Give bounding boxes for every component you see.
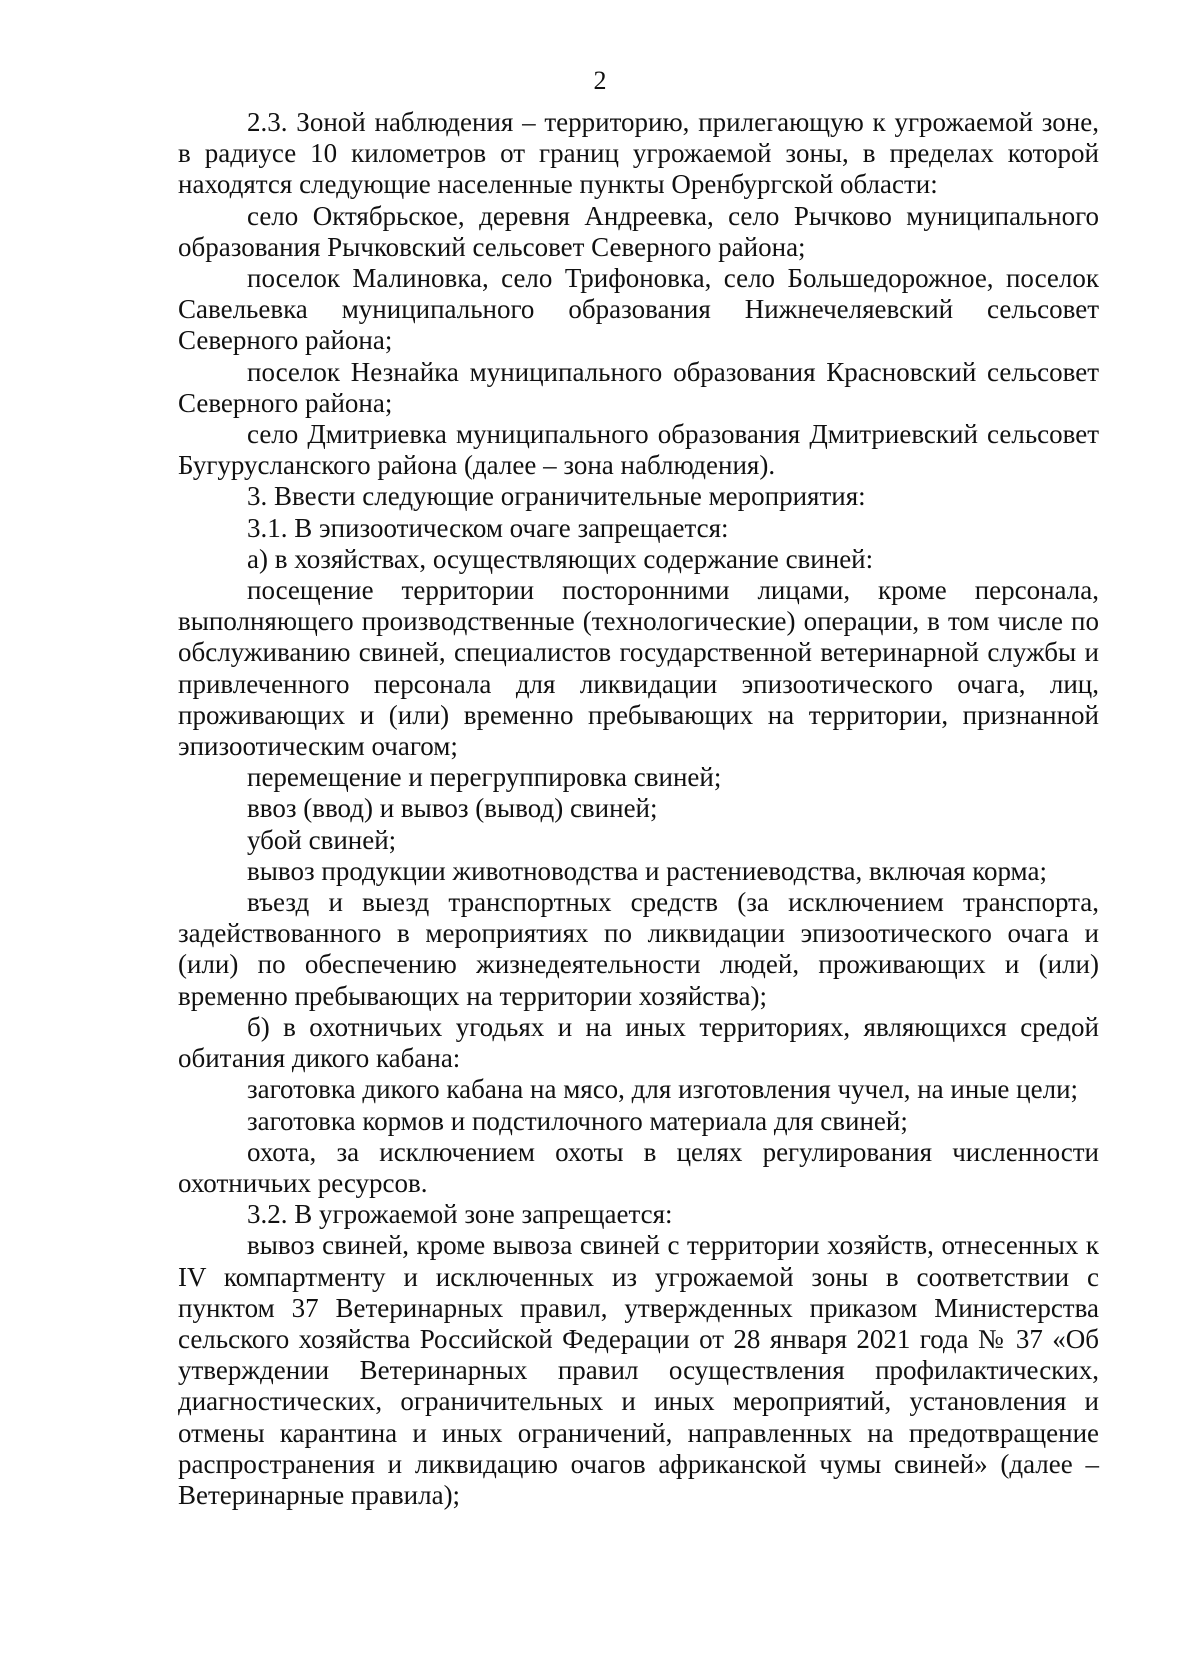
paragraph-feed-harvest: заготовка кормов и подстилочного материала для свиней;: [247, 1105, 908, 1136]
paragraph-rychkovsky-settlements: село Октябрьское, деревня Андреевка, село Рычково муниципального образования Рычковский сельсовет Северного района;: [178, 200, 1099, 262]
paragraph-slaughter-prohibited: убой свиней;: [247, 824, 397, 855]
paragraph-vehicles-prohibited: въезд и выезд транспортных средств (за исключением транспорта, задействованного в мероприятиях по ликвидации эпизоотического очага и (или) по обеспечению жизнедеятельности людей, проживающих и (или) временно пребывающих на территории хозяйства);: [178, 887, 1099, 1011]
paragraph-visits-prohibited: посещение территории посторонними лицами, кроме персонала, выполняющего производственные (технологические) операции, в том числе по обслуживанию свиней, специалистов государственной ветеринарной службы и привлеченного персонала для ликвидации эпизоотического очага, лиц, проживающих и (или) временно пребывающих на территории, признанной эпизоотическим очагом;: [178, 575, 1099, 762]
paragraph-nizhnechelyaevsky-settlements: поселок Малиновка, село Трифоновка, село Большедорожное, поселок Савельевка муниципального образования Нижнечеляевский сельсовет Северного района;: [178, 263, 1099, 356]
paragraph-a-pig-farms: а) в хозяйствах, осуществляющих содержание свиней:: [247, 543, 874, 574]
paragraph-3-2-threatened-zone: 3.2. В угрожаемой зоне запрещается:: [247, 1199, 673, 1230]
paragraph-products-export-prohibited: вывоз продукции животноводства и растениеводства, включая корма;: [247, 855, 1047, 886]
paragraph-relocation-prohibited: перемещение и перегруппировка свиней;: [247, 762, 722, 793]
paragraph-krasnovsky-settlement: поселок Незнайка муниципального образования Красновский сельсовет Северного района;: [178, 356, 1099, 418]
paragraph-3-restrictive-measures: 3. Ввести следующие ограничительные мероприятия:: [247, 481, 866, 512]
paragraph-import-export-prohibited: ввоз (ввод) и вывоз (вывод) свиней;: [247, 793, 658, 824]
paragraph-pig-export-exceptions: вывоз свиней, кроме вывоза свиней с территории хозяйств, отнесенных к IV компартменту и исключенных из угрожаемой зоны в соответствии с пунктом 37 Ветеринарных правил, утвержденных приказом Министерства сельского хозяйства Российской Федерации от 28 января 2021 года № 37 «Об утверждении Ветеринарных правил осуществления профилактических, диагностических, ограничительных и иных мероприятий, установления и отмены карантина и иных ограничений, направленных на предотвращение распространения и ликвидацию очагов африканской чумы свиней» (далее – Ветеринарные правила);: [178, 1230, 1099, 1510]
paragraph-2-3-observation-zone: 2.3. Зоной наблюдения – территорию, прилегающую к угрожаемой зоне, в радиусе 10 километров от границ угрожаемой зоны, в пределах которой находятся следующие населенные пункты Оренбургской области:: [178, 107, 1099, 200]
paragraph-dmitrievsky-settlement: село Дмитриевка муниципального образования Дмитриевский сельсовет Бугурусланского района (далее – зона наблюдения).: [178, 419, 1099, 481]
paragraph-3-1-episootic-focus: 3.1. В эпизоотическом очаге запрещается:: [247, 512, 729, 543]
paragraph-b-hunting-grounds: б) в охотничьих угодьях и на иных территориях, являющихся средой обитания дикого кабана:: [178, 1011, 1099, 1074]
document-body: [178, 107, 1099, 1511]
paragraph-wild-boar-harvest: заготовка дикого кабана на мясо, для изготовления чучел, на иные цели;: [247, 1074, 1079, 1105]
paragraph-hunting-prohibited: охота, за исключением охоты в целях регулирования численности охотничьих ресурсов.: [178, 1136, 1099, 1198]
page-number: 2: [593, 66, 607, 95]
